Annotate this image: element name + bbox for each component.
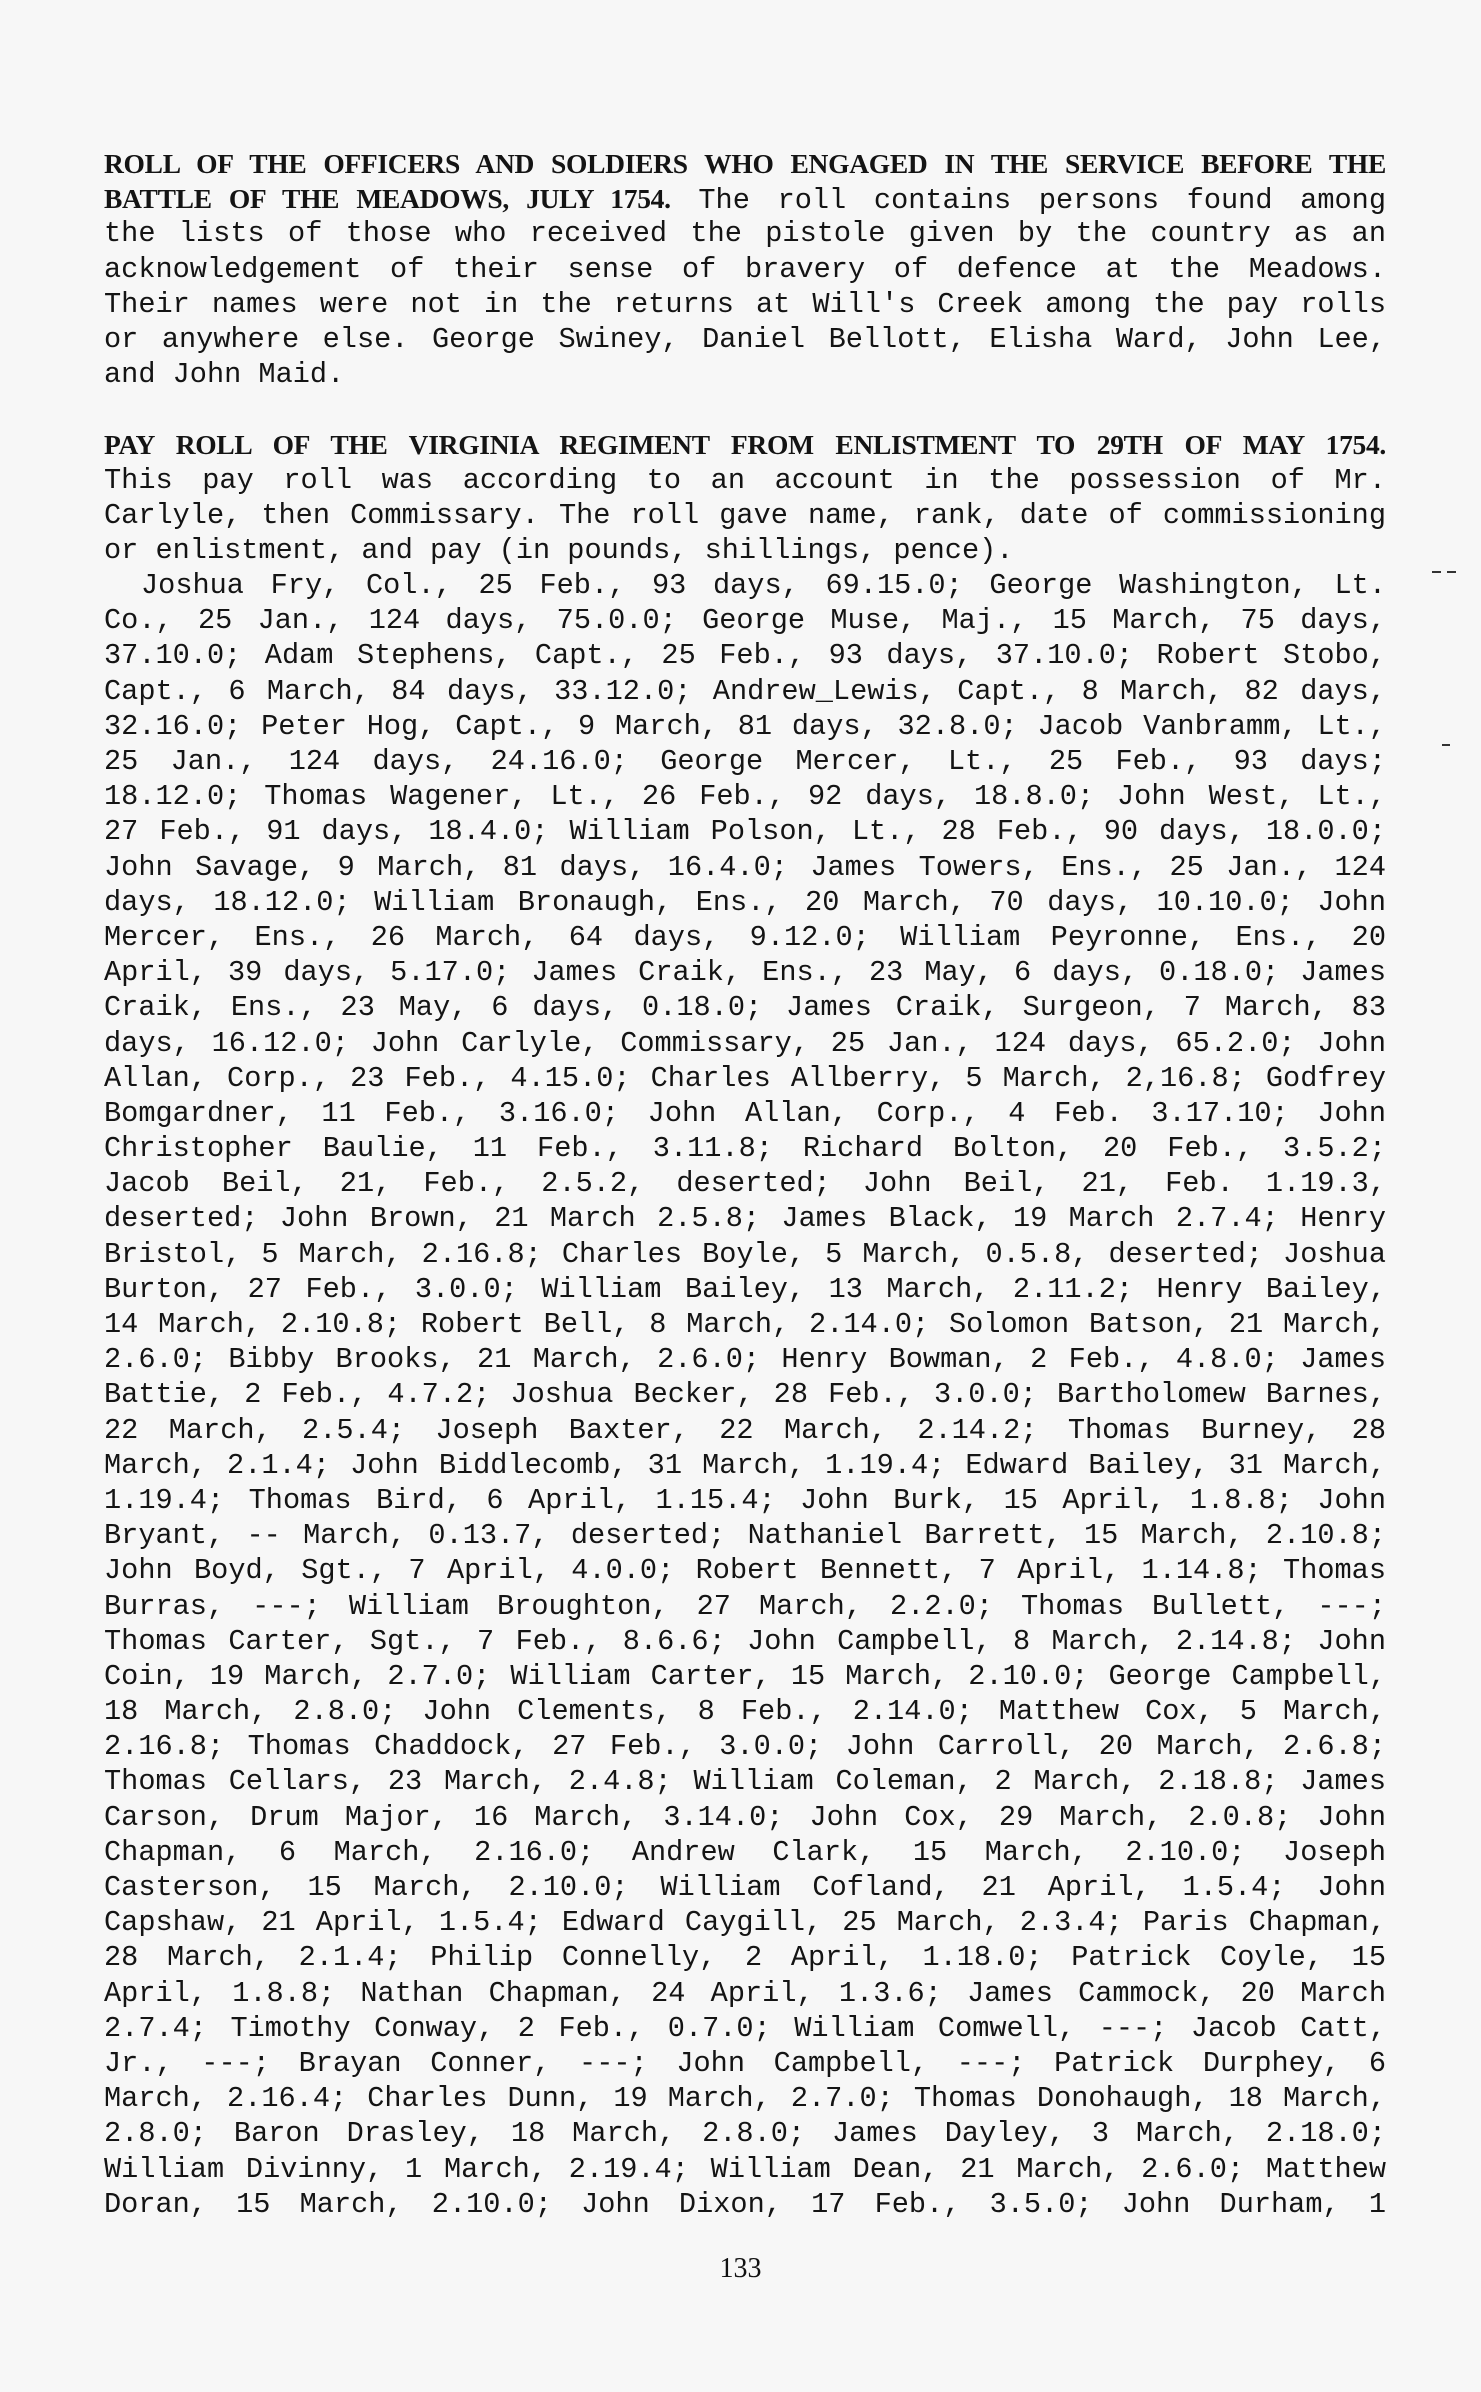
document-page bbox=[104, 146, 1386, 2222]
text-line: This pay roll was according to an account in the possession of Mr. bbox=[104, 463, 1386, 497]
pay-roll-line: 22 March, 2.5.4; Joseph Baxter, 22 March, 2.14.2; Thomas Burney, 28 bbox=[104, 1413, 1386, 1447]
text-line bbox=[104, 146, 1386, 181]
pay-roll-line: John Boyd, Sgt., 7 April, 4.0.0; Robert Bennett, 7 April, 1.14.8; Thomas bbox=[104, 1554, 1386, 1588]
section-heading: PAY ROLL OF THE VIRGINIA REGIMENT FROM ENLISTMENT TO 29TH OF MAY 1754. bbox=[104, 429, 1386, 461]
pay-roll-line: John Savage, 9 March, 81 days, 16.4.0; James Towers, Ens., 25 Jan., 124 bbox=[104, 850, 1386, 884]
pay-roll-line: 14 March, 2.10.8; Robert Bell, 8 March, 2.14.0; Solomon Batson, 21 March, bbox=[104, 1308, 1386, 1341]
margin-mark bbox=[1432, 571, 1441, 573]
section-heading: BATTLE OF THE MEADOWS, JULY 1754. bbox=[104, 183, 671, 215]
pay-roll-line: Capt., 6 March, 84 days, 33.12.0; Andrew_Lewis, Capt., 8 March, 82 days, bbox=[104, 674, 1386, 708]
pay-roll-line: 37.10.0; Adam Stephens, Capt., 25 Feb., 93 days, 37.10.0; Robert Stobo, bbox=[104, 639, 1386, 673]
text-line bbox=[104, 181, 1386, 216]
pay-roll-line: Thomas Carter, Sgt., 7 Feb., 8.6.6; John Campbell, 8 March, 2.14.8; John bbox=[104, 1624, 1386, 1658]
pay-roll-line: April, 1.8.8; Nathan Chapman, 24 April, 1.3.6; James Cammock, 20 March bbox=[104, 1976, 1386, 2010]
text-line: the lists of those who received the pistole given by the country as an bbox=[104, 217, 1386, 251]
pay-roll-line: Doran, 15 March, 2.10.0; John Dixon, 17 Feb., 3.5.0; John Durham, 1 bbox=[104, 2187, 1386, 2221]
pay-roll-line: 2.16.8; Thomas Chaddock, 27 Feb., 3.0.0; John Carroll, 20 March, 2.6.8; bbox=[104, 1730, 1386, 1764]
pay-roll-line: March, 2.16.4; Charles Dunn, 19 March, 2.7.0; Thomas Donohaugh, 18 March, bbox=[104, 2082, 1386, 2116]
pay-roll-line: Battie, 2 Feb., 4.7.2; Joshua Becker, 28 Feb., 3.0.0; Bartholomew Barnes, bbox=[104, 1378, 1386, 1412]
pay-roll-line: Bristol, 5 March, 2.16.8; Charles Boyle, 5 March, 0.5.8, deserted; Joshua bbox=[104, 1237, 1386, 1271]
pay-roll-line: Joshua Fry, Col., 25 Feb., 93 days, 69.15.0; George Washington, Lt. bbox=[141, 569, 1386, 603]
pay-roll-line: Casterson, 15 March, 2.10.0; William Cofland, 21 April, 1.5.4; John bbox=[104, 1871, 1386, 1904]
pay-roll-line: Carson, Drum Major, 16 March, 3.14.0; John Cox, 29 March, 2.0.8; John bbox=[104, 1800, 1386, 1834]
pay-roll-line: deserted; John Brown, 21 March 2.5.8; James Black, 19 March 2.7.4; Henry bbox=[104, 1202, 1386, 1236]
pay-roll-line: William Divinny, 1 March, 2.19.4; William Dean, 21 March, 2.6.0; Matthew bbox=[104, 2152, 1386, 2186]
pay-roll-line: Jacob Beil, 21, Feb., 2.5.2, deserted; John Beil, 21, Feb. 1.19.3, bbox=[104, 1167, 1386, 1201]
text-line: or anywhere else. George Swiney, Daniel Bellott, Elisha Ward, John Lee, bbox=[104, 322, 1386, 356]
body-text: The roll contains persons found among bbox=[698, 184, 1386, 218]
pay-roll-line: 18 March, 2.8.0; John Clements, 8 Feb., 2.14.0; Matthew Cox, 5 March, bbox=[104, 1695, 1386, 1729]
text-line: or enlistment, and pay (in pounds, shillings, pence). bbox=[104, 533, 1014, 567]
pay-roll-line: Craik, Ens., 23 May, 6 days, 0.18.0; James Craik, Surgeon, 7 March, 83 bbox=[104, 991, 1386, 1025]
pay-roll-line: 18.12.0; Thomas Wagener, Lt., 26 Feb., 92 days, 18.8.0; John West, Lt., bbox=[104, 780, 1386, 814]
text-line: and John Maid. bbox=[104, 358, 345, 392]
pay-roll-line: Bomgardner, 11 Feb., 3.16.0; John Allan, Corp., 4 Feb. 3.17.10; John bbox=[104, 1096, 1386, 1130]
pay-roll-line: 2.7.4; Timothy Conway, 2 Feb., 0.7.0; William Comwell, ---; Jacob Catt, bbox=[104, 2011, 1386, 2045]
pay-roll-line: 1.19.4; Thomas Bird, 6 April, 1.15.4; John Burk, 15 April, 1.8.8; John bbox=[104, 1483, 1386, 1517]
pay-roll-line: 28 March, 2.1.4; Philip Connelly, 2 April, 1.18.0; Patrick Coyle, 15 bbox=[104, 1941, 1386, 1975]
pay-roll-line: 32.16.0; Peter Hog, Capt., 9 March, 81 days, 32.8.0; Jacob Vanbramm, Lt., bbox=[104, 709, 1386, 743]
pay-roll-line: Burras, ---; William Broughton, 27 March, 2.2.0; Thomas Bullett, ---; bbox=[104, 1589, 1386, 1623]
pay-roll-line: Thomas Cellars, 23 March, 2.4.8; William Coleman, 2 March, 2.18.8; James bbox=[104, 1765, 1386, 1799]
pay-roll-line: April, 39 days, 5.17.0; James Craik, Ens., 23 May, 6 days, 0.18.0; James bbox=[104, 956, 1386, 990]
pay-roll-line: Chapman, 6 March, 2.16.0; Andrew Clark, 15 March, 2.10.0; Joseph bbox=[104, 1835, 1386, 1869]
section-meadows-roll bbox=[104, 146, 1386, 392]
text-line: Carlyle, then Commissary. The roll gave name, rank, date of commissioning bbox=[104, 498, 1386, 532]
section-heading: ROLL OF THE OFFICERS AND SOLDIERS WHO ENGAGED IN THE SERVICE BEFORE THE bbox=[104, 148, 1386, 179]
section-pay-roll bbox=[104, 427, 1386, 2222]
text-line: Their names were not in the returns at Will's Creek among the pay rolls bbox=[104, 287, 1386, 321]
pay-roll-line: Christopher Baulie, 11 Feb., 3.11.8; Richard Bolton, 20 Feb., 3.5.2; bbox=[104, 1132, 1386, 1166]
pay-roll-line: days, 18.12.0; William Bronaugh, Ens., 20 March, 70 days, 10.10.0; John bbox=[104, 885, 1386, 919]
pay-roll-line: Burton, 27 Feb., 3.0.0; William Bailey, 13 March, 2.11.2; Henry Bailey, bbox=[104, 1272, 1386, 1306]
pay-roll-line: 2.6.0; Bibby Brooks, 21 March, 2.6.0; Henry Bowman, 2 Feb., 4.8.0; James bbox=[104, 1343, 1386, 1377]
pay-roll-line: 27 Feb., 91 days, 18.4.0; William Polson, Lt., 28 Feb., 90 days, 18.0.0; bbox=[104, 815, 1386, 849]
pay-roll-line: Mercer, Ens., 26 March, 64 days, 9.12.0; William Peyronne, Ens., 20 bbox=[104, 920, 1386, 954]
pay-roll-line: Coin, 19 March, 2.7.0; William Carter, 15 March, 2.10.0; George Campbell, bbox=[104, 1659, 1386, 1693]
text-line: acknowledgement of their sense of bravery of defence at the Meadows. bbox=[104, 252, 1386, 286]
pay-roll-line: Capshaw, 21 April, 1.5.4; Edward Caygill, 25 March, 2.3.4; Paris Chapman, bbox=[104, 1906, 1386, 1940]
text-line bbox=[104, 427, 1386, 462]
pay-roll-line: Bryant, -- March, 0.13.7, deserted; Nathaniel Barrett, 15 March, 2.10.8; bbox=[104, 1519, 1386, 1553]
margin-mark bbox=[1447, 571, 1456, 573]
page-number: 133 bbox=[719, 2253, 762, 2284]
pay-roll-line: 2.8.0; Baron Drasley, 18 March, 2.8.0; James Dayley, 3 March, 2.18.0; bbox=[104, 2117, 1386, 2151]
pay-roll-line: 25 Jan., 124 days, 24.16.0; George Mercer, Lt., 25 Feb., 93 days; bbox=[104, 745, 1386, 778]
pay-roll-line: March, 2.1.4; John Biddlecomb, 31 March, 1.19.4; Edward Bailey, 31 March, bbox=[104, 1448, 1386, 1482]
pay-roll-line: Jr., ---; Brayan Conner, ---; John Campbell, ---; Patrick Durphey, 6 bbox=[104, 2046, 1386, 2080]
pay-roll-line: Allan, Corp., 23 Feb., 4.15.0; Charles Allberry, 5 March, 2,16.8; Godfrey bbox=[104, 1061, 1386, 1095]
pay-roll-line: days, 16.12.0; John Carlyle, Commissary, 25 Jan., 124 days, 65.2.0; John bbox=[104, 1026, 1386, 1060]
pay-roll-line: Co., 25 Jan., 124 days, 75.0.0; George Muse, Maj., 15 March, 75 days, bbox=[104, 604, 1386, 638]
pay-roll-entries bbox=[104, 568, 1386, 2222]
margin-mark bbox=[1442, 744, 1450, 746]
